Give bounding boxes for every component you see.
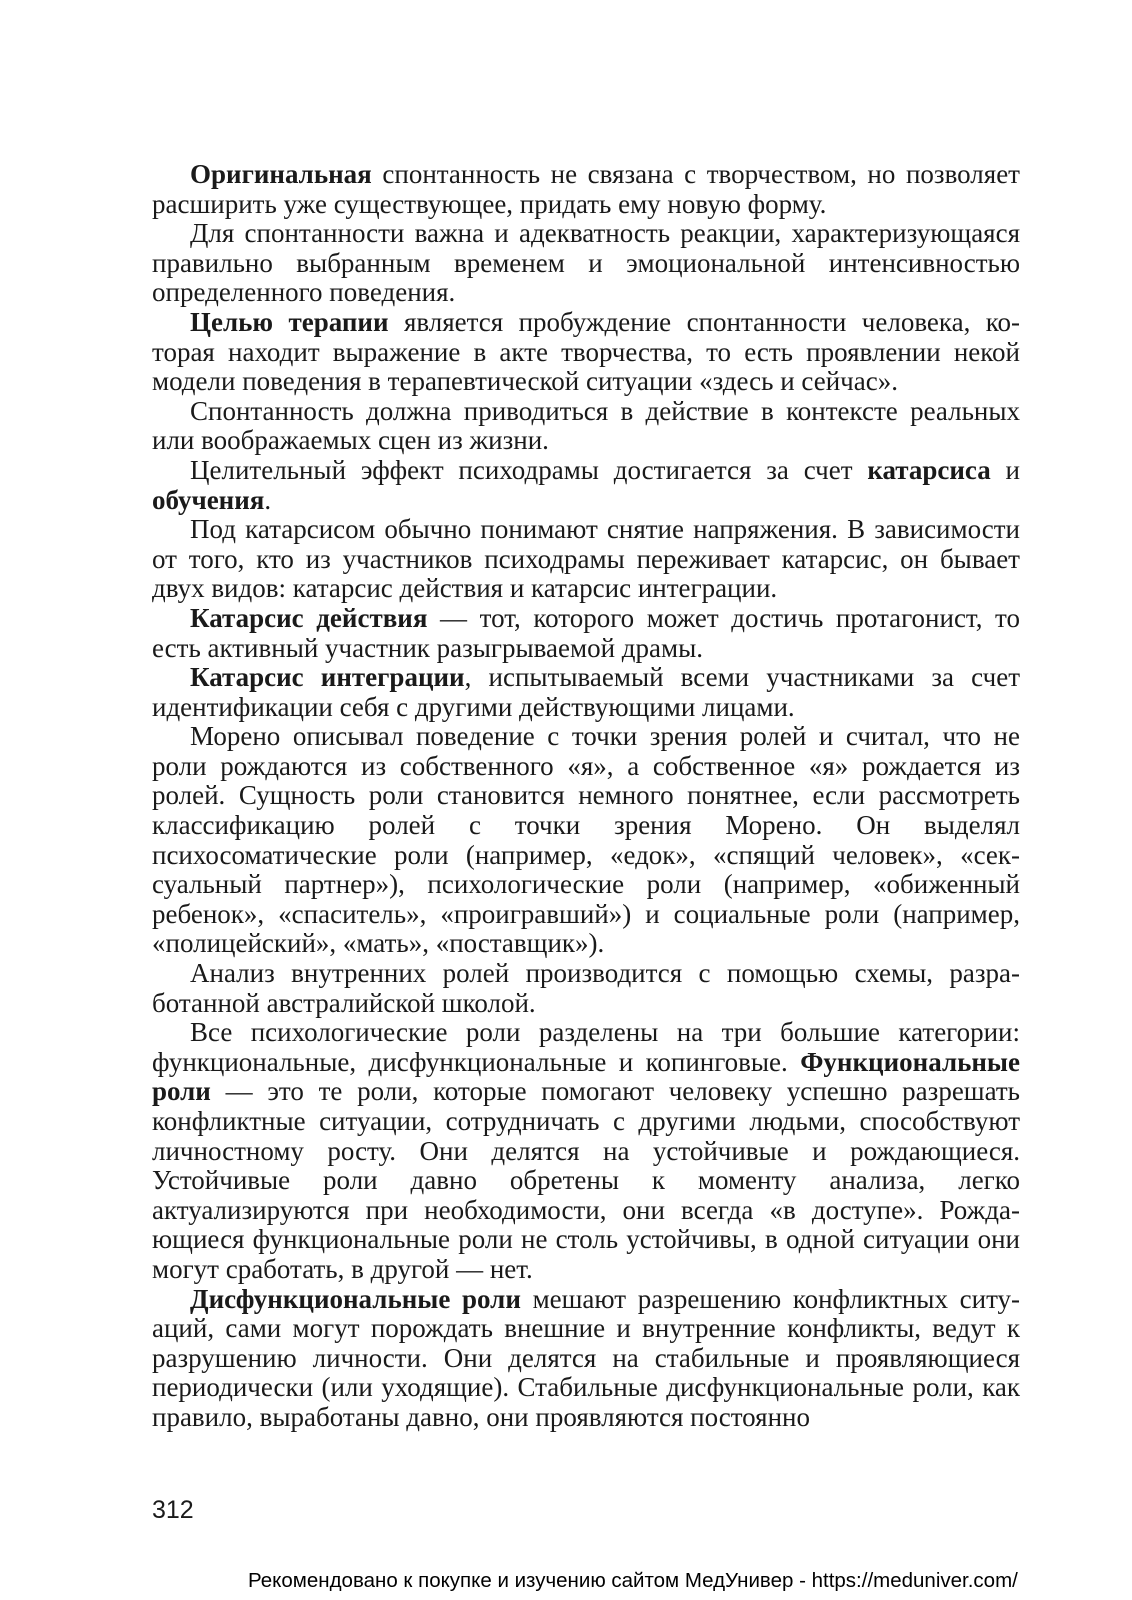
bold-term: Катарсис действия	[190, 602, 428, 633]
text-run: Морено описывал поведение с точки зрения ролей и считал, что не роли рождаются из собственного «я», а собственное «я» рождается из ролей. Сущность роли становится немного понятнее, если рассмотреть классификацию ролей с точки зрения Морено. Он выделял психосоматические роли (например, «едок», «спящий человек», «сексуальный партнер»), психологические роли (например, «обиженный ребенок», «спаситель», «проигравший») и социальные роли (например, «полицейский», «мать», «поставщик»).	[152, 721, 1020, 959]
text-run: спонтанность не связана с творчеством, но позволяет расширить уже существующее, придать ему новую форму.	[152, 159, 1020, 219]
text-run: Спонтанность должна приводиться в действие в контексте реальных или воображаемых сцен из жизни.	[152, 395, 1020, 456]
paragraph	[152, 397, 1020, 456]
text-run: — это те роли, которые помогают человеку успешно разрешать конфликтные ситуации, сотрудничать с другими людьми, способствуют личностному росту. Они делятся на устойчивые и рождающиеся. Устойчивые роли давно обретены к моменту анализа, легко актуализируются при необходимости, они всегда «в доступе». Рождающиеся функциональные роли не столь устойчивы, в одной ситуации они могут сработать, в другой — нет.	[152, 1076, 1020, 1284]
paragraph	[152, 219, 1020, 308]
paragraph	[152, 1018, 1020, 1284]
paragraph	[152, 722, 1020, 959]
page-number: 312	[152, 1496, 194, 1524]
text-run: Под катарсисом обычно понимают снятие напряжения. В зависимости от того, кто из участников психодрамы переживает катарсис, он бывает двух видов: катарсис действия и катарсис интеграции.	[152, 514, 1020, 604]
paragraph	[152, 959, 1020, 1018]
text-run: мешают разрешению конфликтных ситуаций, сами могут порождать внешние и внутренние конфликты, ведут к разрушению личности. Они делятся на стабильные и проявляющиеся периодически (или уходящие). Стабильные дисфункциональные роли, как правило, выработаны давно, они проявляются постоянно	[152, 1283, 1021, 1432]
bold-term: Катарсис интеграции	[190, 662, 465, 693]
bold-term: Оригинальная	[190, 159, 372, 189]
paragraph	[152, 308, 1020, 397]
paragraph	[152, 604, 1020, 663]
bold-term: Целью терапии	[190, 306, 389, 337]
text-run: и	[990, 454, 1021, 485]
text-run: является пробуждение спонтанности человека, которая находит выражение в акте творчества, то есть проявлении некой модели поведения в терапевтической ситуации «здесь и сейчас».	[152, 306, 1020, 397]
paragraph	[152, 515, 1020, 604]
paragraph	[152, 160, 1020, 219]
text-run: .	[264, 484, 272, 515]
paragraph	[152, 456, 1020, 515]
body-text	[152, 160, 1020, 1433]
bold-term: Дисфункциональные роли	[190, 1283, 521, 1314]
paragraph	[152, 1285, 1020, 1433]
text-run: — тот, которого может достичь протагонист, то есть активный участник разыгрываемой драмы.	[152, 602, 1020, 663]
text-run: Целительный эффект психодрамы достигается за счет	[190, 454, 868, 485]
bold-term: катарсиса	[867, 454, 991, 485]
text-run: Для спонтанности важна и адекватность реакции, характеризующаяся правильно выбранным временем и эмоциональной интенсивностью определенного поведения.	[152, 218, 1020, 308]
bold-term: обучения	[152, 484, 265, 515]
text-run: Все психологические роли разделены на три большие категории: функциональные, дисфункциональные и копинговые.	[152, 1017, 1020, 1077]
paragraph	[152, 663, 1020, 722]
bold-term: Функциональные роли	[152, 1046, 1020, 1107]
text-run: , испытываемый всеми участниками за счет идентификации себя с другими действующими лицами.	[152, 662, 1020, 722]
footer-recommendation: Рекомендовано к покупке и изучению сайтом МедУнивер - https://meduniver.com/	[248, 1569, 1018, 1592]
text-run: Анализ внутренних ролей производится с помощью схемы, разработанной австралийской школой.	[152, 958, 1020, 1018]
